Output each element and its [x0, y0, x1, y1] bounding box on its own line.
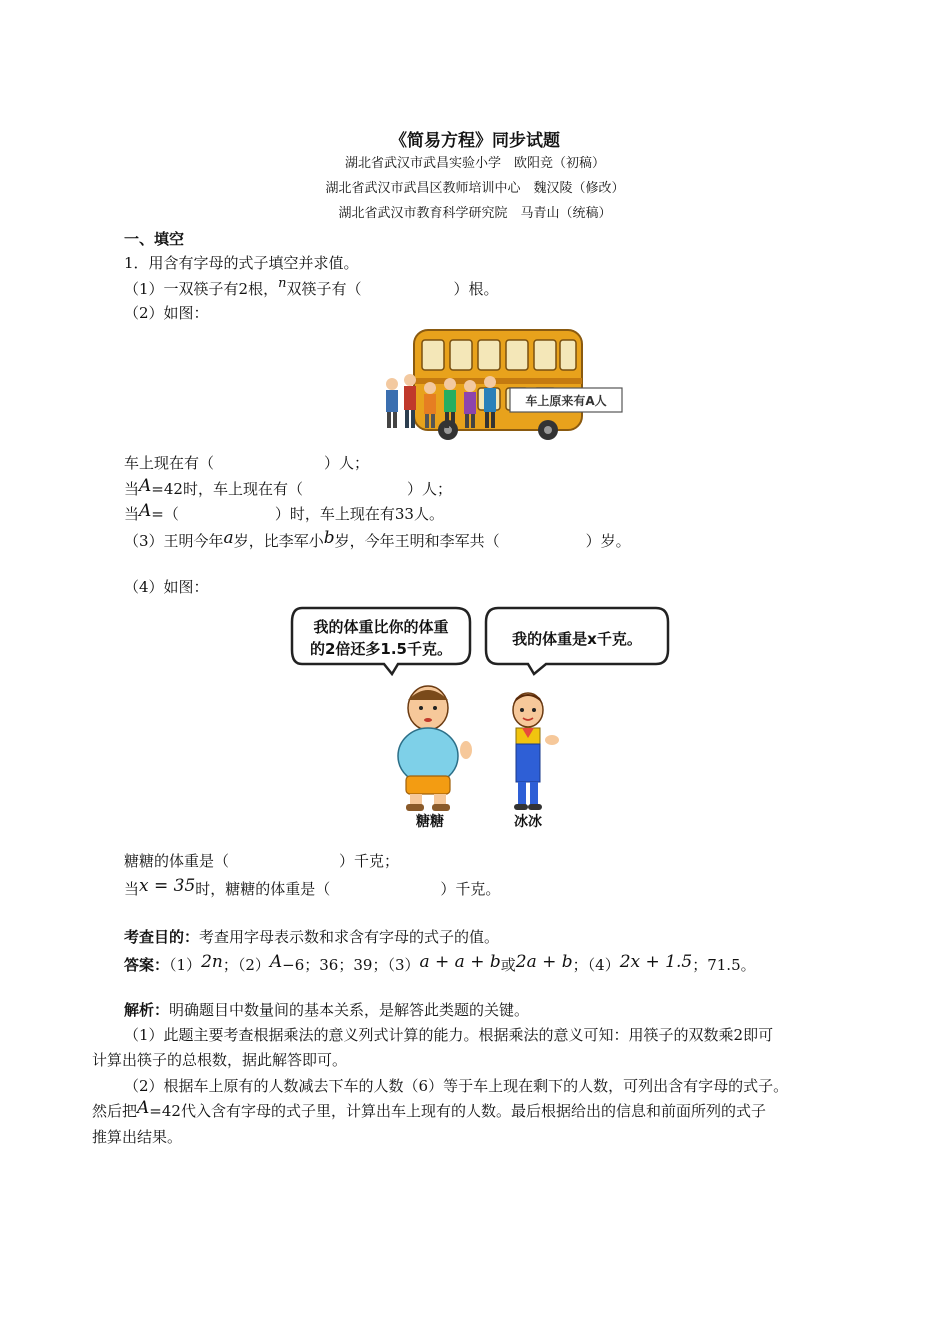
math-x-35: x = 35 — [139, 876, 196, 896]
purpose-text: 考查用字母表示数和求含有字母的式子的值。 — [199, 928, 500, 946]
text: ）根。 — [453, 280, 499, 298]
text: =42代入含有字母的式子里，计算出车上现有的人数。最后根据给出的信息和前面所列的式子 — [149, 1102, 766, 1120]
text: 或 — [500, 956, 516, 974]
bingbing-figure-icon — [513, 693, 559, 810]
math-A: A — [137, 1098, 150, 1118]
text: ；（4） — [572, 956, 620, 974]
text: 双筷子有（ — [286, 280, 362, 298]
bus-line-3 — [124, 503, 444, 524]
purpose-line — [124, 926, 499, 947]
math-2x-1.5: 2x + 1.5 — [619, 952, 693, 972]
math-A: A — [139, 501, 152, 521]
bus-sign: 车上原来有A人 — [525, 394, 607, 408]
text: 当 — [124, 880, 140, 898]
question-1-part-4: （4）如图： — [124, 578, 209, 596]
question-1-part-1 — [124, 278, 499, 299]
text: ）时，车上现在有33人。 — [274, 505, 444, 523]
text: 车上现在有（ — [124, 454, 215, 472]
text: 糖糖的体重是（ — [124, 852, 230, 870]
text: =（ — [151, 505, 179, 523]
text: 当 — [124, 480, 140, 498]
tangtang-figure-icon — [398, 686, 472, 811]
answer-line — [124, 954, 756, 975]
explanation-line — [124, 999, 529, 1020]
explanation-1-line-2: 计算出筷子的总根数，据此解答即可。 — [92, 1051, 348, 1069]
text: 岁，今年王明和李军共（ — [334, 532, 500, 550]
question-1-part-3 — [124, 530, 631, 551]
speech-bubbles — [288, 604, 672, 676]
bubble-2-text: 我的体重是x千克。 — [512, 630, 642, 648]
text: （1）一双筷子有2根， — [124, 280, 279, 298]
text: 然后把 — [92, 1102, 138, 1120]
explanation-text: 明确题目中数量间的基本关系，是解答此类题的关键。 — [169, 1001, 530, 1019]
question-1-part-2: （2）如图： — [124, 304, 209, 322]
bubble-1-line-2: 的2倍还多1.5千克。 — [309, 640, 453, 658]
math-A: A — [139, 476, 152, 496]
bus-line-2 — [124, 478, 452, 499]
author-line-1: 湖北省武汉市武昌实验小学 欧阳竞（初稿） — [344, 156, 605, 171]
answer-label: 答案： — [124, 956, 170, 974]
author-line-2: 湖北省武汉市武昌区教师培训中心 魏汉陵（修改） — [325, 181, 625, 196]
bus-illustration — [378, 322, 628, 442]
weight-line-1 — [124, 850, 399, 871]
math-2n: 2n — [201, 952, 223, 972]
text: ；71.5。 — [692, 956, 756, 974]
text: 当 — [124, 505, 140, 523]
explanation-2-line-2 — [92, 1100, 766, 1121]
text: 时，糖糖的体重是（ — [195, 880, 331, 898]
explanation-1-line-1: （1）此题主要考查根据乘法的意义列式计算的能力。根据乘法的意义可知：用筷子的双数乘2即可 — [124, 1026, 774, 1044]
math-A: A — [269, 952, 283, 972]
name-bingbing: 冰冰 — [514, 814, 542, 830]
math-a: a — [223, 528, 234, 548]
text: ）千克。 — [440, 880, 501, 898]
bubble-1-line-1: 我的体重比你的体重 — [313, 618, 449, 636]
text: ）岁。 — [585, 532, 631, 550]
page-title: 《简易方程》同步试题 — [390, 131, 560, 151]
math-a-a-b: a + a + b — [419, 952, 501, 972]
math-b: b — [323, 528, 335, 548]
kids-illustration — [380, 680, 580, 830]
math-2a-b: 2a + b — [515, 952, 573, 972]
explanation-2-line-1: （2）根据车上原有的人数减去下车的人数（6）等于车上现在剩下的人数，可列出含有字母的式子。 — [124, 1077, 789, 1095]
author-line-3: 湖北省武汉市教育科学研究院 马青山（统稿） — [338, 206, 612, 221]
text: （1） — [169, 956, 202, 974]
explanation-2-line-3: 推算出结果。 — [92, 1128, 183, 1146]
question-1: 1．用含有字母的式子填空并求值。 — [124, 254, 359, 272]
text: =42时，车上现在有（ — [151, 480, 303, 498]
section-heading: 一、填空 — [124, 230, 185, 248]
weight-line-2 — [124, 878, 500, 899]
text: ）千克； — [339, 852, 400, 870]
math-n: n — [278, 276, 287, 291]
purpose-label: 考查目的： — [124, 928, 200, 946]
text: （3）王明今年 — [124, 532, 224, 550]
bus-line-1 — [124, 452, 369, 473]
text: ；（2） — [222, 956, 270, 974]
name-tangtang: 糖糖 — [416, 814, 444, 830]
text: 岁，比李军小 — [233, 532, 324, 550]
text: −6；36；39；（3） — [282, 956, 420, 974]
text: ）人； — [406, 480, 452, 498]
explanation-label: 解析： — [124, 1001, 170, 1019]
text: ）人； — [324, 454, 370, 472]
